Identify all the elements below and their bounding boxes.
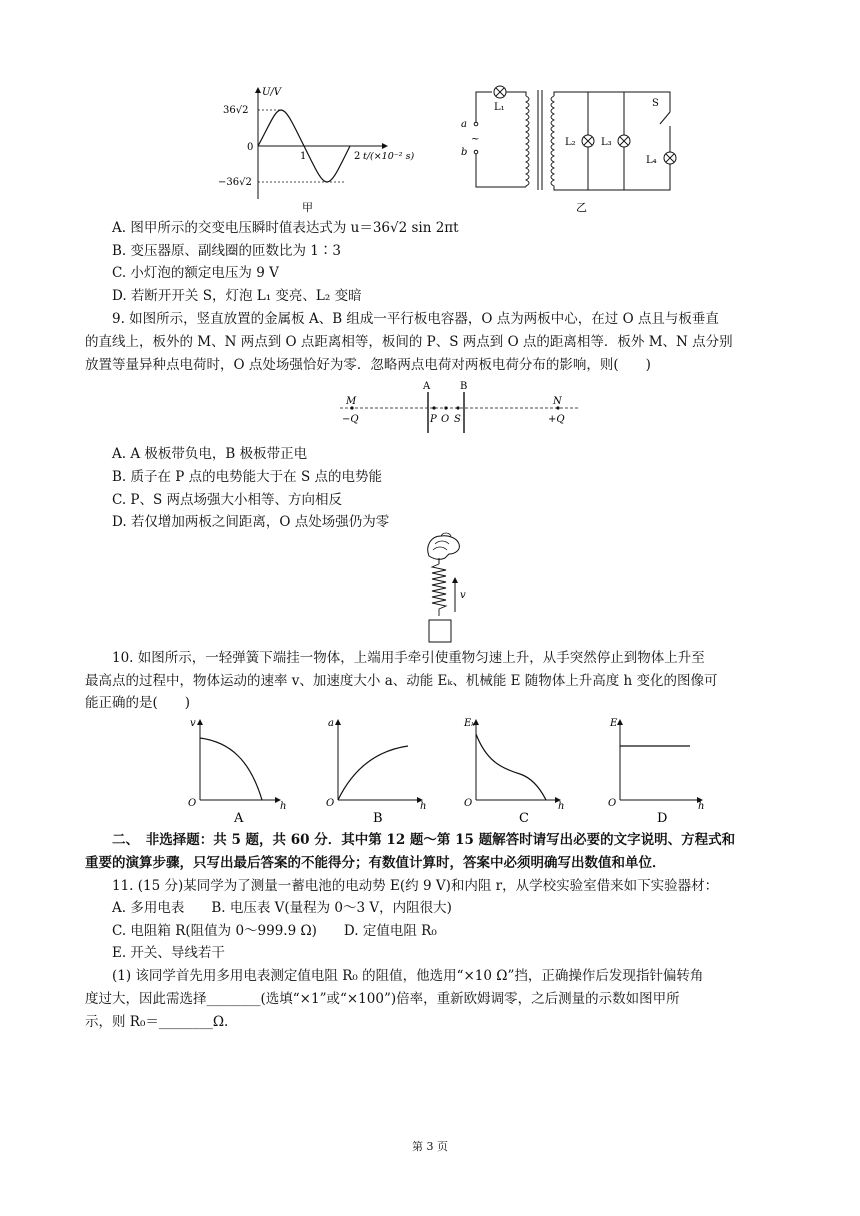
ac-symbol: ~ xyxy=(471,134,480,145)
q11-options-ab: A. 多用电表 B. 电压表 V(量程为 0～3 V，内阻很大) xyxy=(112,900,452,916)
lamp-L4-icon xyxy=(664,152,676,164)
q9-option-d: D. 若仅增加两板之间距离，O 点处场强仍为零 xyxy=(112,514,390,530)
y-axis-label: U/V xyxy=(262,87,282,98)
block xyxy=(429,620,451,642)
graph-C-ylabel: Eₖ xyxy=(464,718,475,729)
label-plate-B: B xyxy=(460,381,468,392)
graph-C-origin: O xyxy=(464,798,473,809)
spring xyxy=(432,564,446,616)
primary-coil xyxy=(526,96,529,187)
q11-options-cd: C. 电阻箱 R(阻值为 0～999.9 Ω) D. 定值电阻 R₀ xyxy=(112,923,437,939)
q9-stem-line3: 放置等量异种点电荷时，O 点处场强恰好为零．忽略两点电荷对两板电荷分布的影响，则( ) xyxy=(85,357,651,373)
caption-yi: 乙 xyxy=(576,201,587,214)
label-O: O xyxy=(441,414,450,425)
q10-stem-line2: 最高点的过程中，物体运动的速率 v、加速度大小 a、动能 Eₖ、机械能 E 随物体上升高度 h 变化的图像可 xyxy=(85,673,718,689)
graph-A-xlabel: h xyxy=(280,801,287,812)
label-switch-S: S xyxy=(652,98,659,109)
tick-1-label: 1 xyxy=(300,151,307,162)
page-number: 第 3 页 xyxy=(412,1140,448,1153)
velocity-label: v xyxy=(460,590,466,601)
figure-jia-sine-wave xyxy=(215,84,430,214)
y-top-label: 36√2 xyxy=(223,105,249,116)
q11-intro: 11. (15 分)某同学为了测量一蓄电池的电动势 E(约 9 V)和内阻 r，从学校实验室借来如下实验器材： xyxy=(112,878,719,894)
q9-option-b: B. 质子在 P 点的电势能大于在 S 点的电势能 xyxy=(112,469,382,485)
q8-option-a: A. 图甲所示的交变电压瞬时值表达式为 u＝36√2 sin 2πt xyxy=(112,220,459,236)
graph-C-xlabel: h xyxy=(558,801,565,812)
graph-B-letter: B xyxy=(373,811,383,825)
label-L2: L₂ xyxy=(565,137,576,148)
figure-q10-graphs xyxy=(180,710,720,825)
section2-heading-line2: 重要的演算步骤，只写出最后答案的不能得分；有数值计算时，答案中必须明确写出数值和单位． xyxy=(85,855,666,871)
caption-jia: 甲 xyxy=(302,201,313,214)
label-S: S xyxy=(454,414,461,425)
graph-B-origin: O xyxy=(326,798,335,809)
q8-option-b: B. 变压器原、副线圈的匝数比为 1∶3 xyxy=(112,243,341,259)
label-L3: L₃ xyxy=(601,137,612,148)
label-N: N xyxy=(553,396,562,407)
figure-q9-capacitor xyxy=(330,378,590,438)
graph-D xyxy=(608,718,704,825)
graph-A-letter: A xyxy=(234,811,244,825)
lamp-L1-icon xyxy=(494,86,506,98)
graph-D-origin: O xyxy=(608,798,617,809)
figure-q10-spring xyxy=(415,532,485,647)
label-plus-Q: +Q xyxy=(548,414,565,425)
q11-part1-line1: (1) 该同学首先用多用电表测定值电阻 R₀ 的阻值，他选用“×10 Ω”挡，正确操作后发现指针偏转角 xyxy=(112,968,704,984)
graph-D-letter: D xyxy=(657,811,668,825)
lamp-L3-icon xyxy=(618,135,630,147)
q8-option-c: C. 小灯泡的额定电压为 9 V xyxy=(112,265,279,281)
graph-C xyxy=(463,718,564,825)
q11-option-e: E. 开关、导线若干 xyxy=(112,945,225,961)
q9-option-a: A. A 极板带负电，B 极板带正电 xyxy=(112,446,308,462)
q8-option-d: D. 若断开开关 S，灯泡 L₁ 变亮、L₂ 变暗 xyxy=(112,288,362,304)
secondary-coil xyxy=(551,96,554,187)
graph-B-xlabel: h xyxy=(420,801,427,812)
graph-B xyxy=(326,718,426,825)
graph-A-ylabel: v xyxy=(190,718,196,729)
y-bottom-label: −36√2 xyxy=(218,177,252,188)
graph-D-xlabel: h xyxy=(698,801,705,812)
tick-2-label: 2 xyxy=(354,151,361,162)
figure-yi-transformer-circuit xyxy=(452,82,687,217)
q10-stem-line1: 10. 如图所示，一轻弹簧下端挂一物体，上端用手牵引使重物匀速上升，从手突然停止到物体上升至 xyxy=(112,650,705,666)
graph-D-ylabel: E xyxy=(610,718,618,729)
graph-A xyxy=(188,718,286,825)
label-P: P xyxy=(430,414,437,425)
label-minus-Q: −Q xyxy=(342,414,359,425)
label-plate-A: A xyxy=(423,381,431,392)
section2-heading-line1: 二、 非选择题：共 5 题，共 60 分．其中第 12 题～第 15 题解答时请写出必要的文字说明、方程式和 xyxy=(112,832,736,848)
q11-part1-line3: 示，则 R₀＝________Ω. xyxy=(85,1014,229,1030)
q9-option-c: C. P、S 两点场强大小相等、方向相反 xyxy=(112,492,343,508)
x-axis-label: t/(×10⁻² s) xyxy=(363,151,415,162)
label-M: M xyxy=(346,396,357,407)
lamp-L2-icon xyxy=(582,135,594,147)
q9-stem-line1: 9. 如图所示，竖直放置的金属板 A、B 组成一平行板电容器，O 点为两板中心，在过 O 点且与板垂直 xyxy=(112,311,719,327)
origin-label: 0 xyxy=(247,142,254,153)
q11-part1-line2: 度过大，因此需选择________(选填“×1”或“×100”)倍率，重新欧姆调零，之后测量的示数如图甲所 xyxy=(85,991,680,1007)
label-L1: L₁ xyxy=(494,102,505,113)
hand-icon xyxy=(428,533,460,559)
terminal-a: a xyxy=(461,119,467,130)
q10-stem-line3: 能正确的是( ) xyxy=(85,695,191,711)
q9-stem-line2: 的直线上，板外的 M、N 两点到 O 点距离相等，板间的 P、S 两点到 O 点的距离相等．板外 M、N 点分别 xyxy=(85,334,733,350)
terminal-b: b xyxy=(461,147,468,158)
graph-A-origin: O xyxy=(188,798,197,809)
graph-B-ylabel: a xyxy=(328,718,334,729)
graph-C-letter: C xyxy=(519,811,529,825)
switch-S-icon xyxy=(660,112,670,152)
label-L4: L₄ xyxy=(646,155,657,166)
